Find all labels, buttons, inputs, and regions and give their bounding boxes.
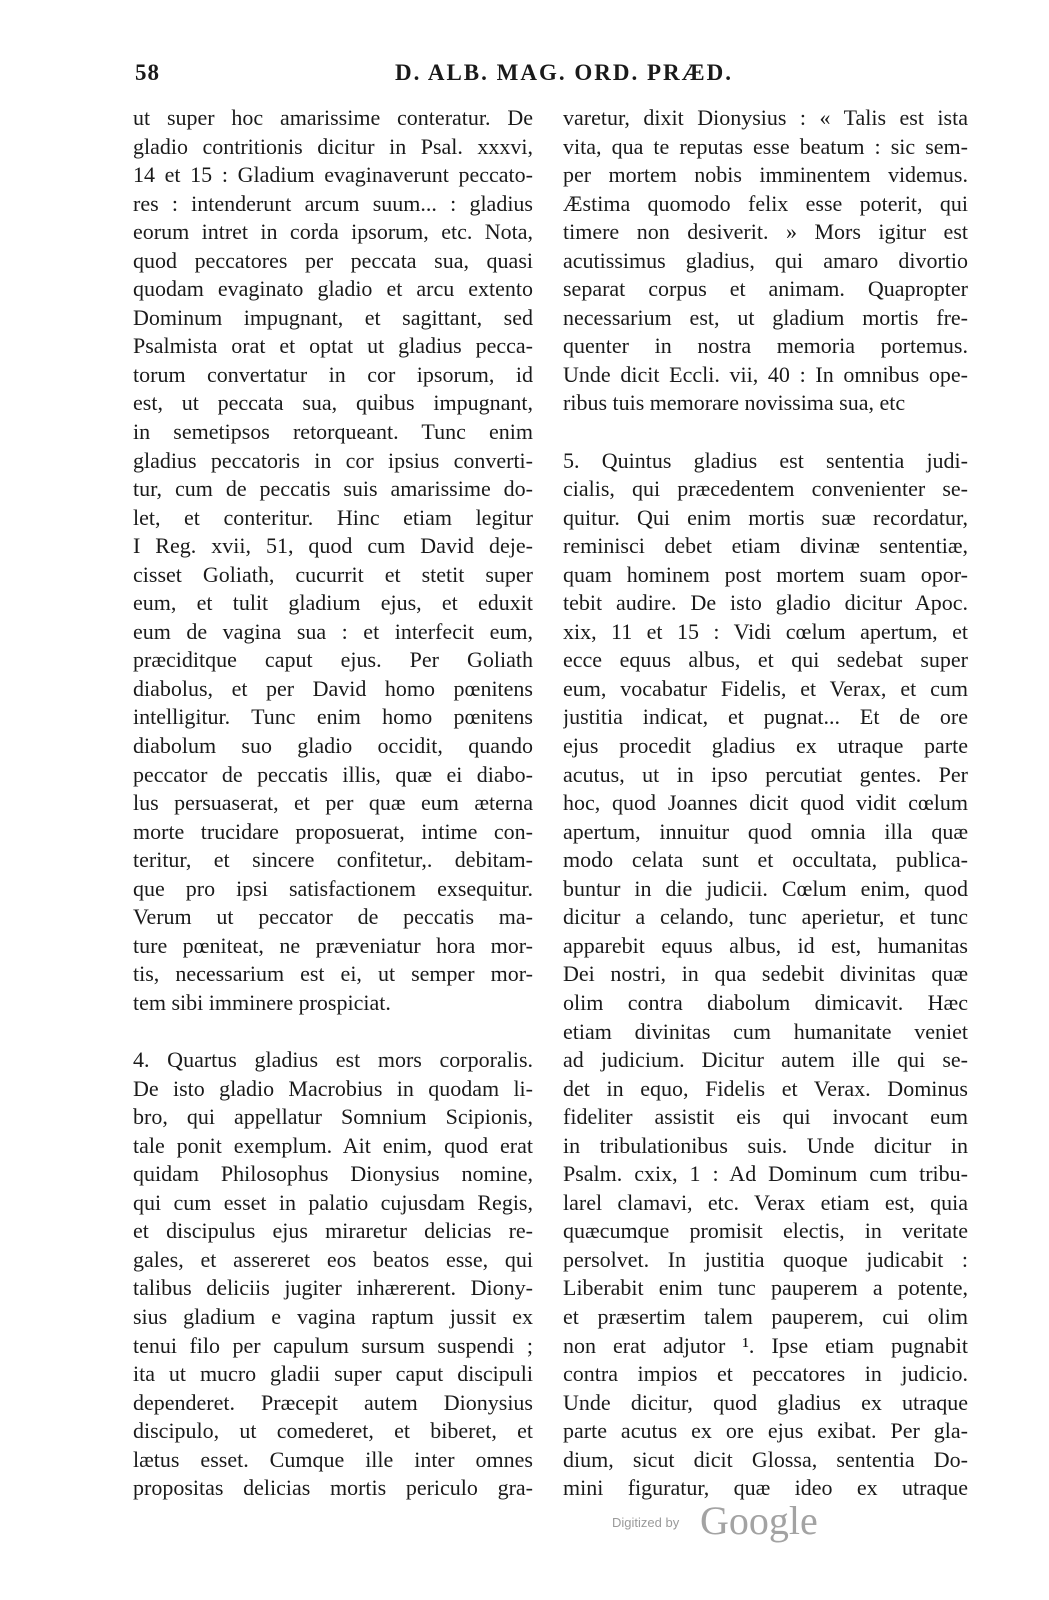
text-line: Liberabit enim tunc pauperem a potente, [563, 1275, 968, 1301]
text-line: contra impios et peccatores in judicio. [563, 1361, 968, 1387]
text-line: mini figuratur, quæ ideo ex utraque [563, 1475, 968, 1501]
text-line: timere non desiverit. » Mors igitur est [563, 219, 968, 245]
text-line: discipulo, ut comederet, et biberet, et [133, 1418, 533, 1444]
digitized-by-watermark [612, 1497, 842, 1547]
text-line: est, ut peccata sua, quibus impugnant, [133, 390, 533, 416]
text-line: teritur, et sincere confitetur,. debitam- [133, 847, 533, 873]
text-line: peccator de peccatis illis, quæ ei diabo- [133, 761, 533, 787]
text-line: intelligitur. Tunc enim homo pœnitens [133, 704, 533, 730]
text-line: per mortem nobis imminentem videmus. [563, 162, 968, 188]
text-line: gales, et assereret eos beatos esse, qui [133, 1246, 533, 1272]
google-logo: Google [700, 1498, 818, 1543]
text-line: torum convertatur in cor ipsorum, id [133, 361, 533, 387]
text-line: xix, 11 et 15 : Vidi cœlum apertum, et [563, 618, 968, 644]
text-line: cialis, qui præcedentem convenienter se- [563, 476, 968, 502]
text-line: let, et conteritur. Hinc etiam legitur [133, 504, 533, 530]
text-line: lætus esset. Cumque ille inter omnes [133, 1446, 533, 1472]
text-line: apertum, innuitur quod omnia illa quæ [563, 818, 968, 844]
text-line: diabolus, et per David homo pœnitens [133, 675, 533, 701]
text-line: ejus procedit gladius ex utraque parte [563, 733, 968, 759]
paragraph-gap [563, 418, 968, 447]
text-line: Unde dicitur, quod gladius ex utraque [563, 1389, 968, 1415]
text-line: acutissimus gladius, qui amaro divortio [563, 247, 968, 273]
text-line: in semetipsos retorqueant. Tunc enim [133, 419, 533, 445]
paragraph-gap [133, 1018, 533, 1047]
text-line: eum de vagina sua : et interfecit eum, [133, 618, 533, 644]
text-line: 4. Quartus gladius est mors corporalis. [133, 1047, 533, 1073]
text-line: hoc, quod Joannes dicit quod vidit cœlum [563, 790, 968, 816]
text-line: I Reg. xvii, 51, quod cum David deje- [133, 533, 533, 559]
text-line: etiam divinitas cum humanitate veniet [563, 1018, 968, 1044]
text-line: persolvet. In justitia quoque judicabit : [563, 1246, 968, 1272]
text-line: quam hominem post mortem suam opor- [563, 561, 968, 587]
text-line: quodam evaginato gladio et arcu extento [133, 276, 533, 302]
text-line: morte trucidare proposuerat, intime con- [133, 818, 533, 844]
left-column [133, 104, 533, 1503]
text-line: Verum ut peccator de peccatis ma- [133, 904, 533, 930]
text-line: eum, vocabatur Fidelis, et Verax, et cum [563, 675, 968, 701]
text-line: Æstima quomodo felix esse poterit, qui [563, 190, 968, 216]
text-line: acutus, ut in ipso percutiat gentes. Per [563, 761, 968, 787]
running-header [135, 60, 970, 96]
text-line: ad judicium. Dicitur autem ille qui se- [563, 1047, 968, 1073]
text-line: modo celata sunt et occultata, publica- [563, 847, 968, 873]
text-line: lus persuaserat, et per quæ eum æterna [133, 790, 533, 816]
text-line: parte acutus ex ore ejus exibat. Per gla- [563, 1418, 968, 1444]
text-line: quidam Philosophus Dionysius nomine, [133, 1161, 533, 1187]
text-line: gladio contritionis dicitur in Psal. xxxvi, [133, 133, 533, 159]
right-column [563, 104, 968, 1503]
text-line: buntur in die judicii. Cœlum enim, quod [563, 875, 968, 901]
text-line: eum, et tulit gladium ejus, et eduxit [133, 590, 533, 616]
text-line: apparebit equus albus, id est, humanitas [563, 932, 968, 958]
text-line: et discipulus ejus miraretur delicias re- [133, 1218, 533, 1244]
text-line: tenui filo per capulum sursum suspendi ; [133, 1332, 533, 1358]
text-line: tale ponit exemplum. Ait enim, quod erat [133, 1132, 533, 1158]
text-line: res : intenderunt arcum suum... : gladius [133, 190, 533, 216]
text-line: fideliter assistit eis qui invocant eum [563, 1104, 968, 1130]
text-line: Unde dicit Eccli. vii, 40 : In omnibus ope- [563, 361, 968, 387]
text-line: separat corpus et animam. Quapropter [563, 276, 968, 302]
running-title: D. ALB. MAG. ORD. PRÆD. [395, 60, 733, 85]
text-line: quæcumque promisit electis, in veritate [563, 1218, 968, 1244]
text-line: quenter in nostra memoria portemus. [563, 333, 968, 359]
text-line: cisset Goliath, cucurrit et stetit super [133, 561, 533, 587]
page-number: 58 [135, 60, 160, 85]
text-line: ecce equus albus, et qui sedebat super [563, 647, 968, 673]
text-line: diabolum suo gladio occidit, quando [133, 733, 533, 759]
text-line: dicitur a celando, tunc aperietur, et tunc [563, 904, 968, 930]
text-line: tis, necessarium est ei, ut semper mor- [133, 961, 533, 987]
text-line: Psalmista orat et optat ut gladius pecca- [133, 333, 533, 359]
text-line: 5. Quintus gladius est sententia judi- [563, 447, 968, 473]
text-line: quitur. Qui enim mortis suæ recordatur, [563, 504, 968, 530]
text-line: reminisci debet etiam divinæ sententiæ, [563, 533, 968, 559]
text-line: De isto gladio Macrobius in quodam li- [133, 1075, 533, 1101]
text-line: vita, qua te reputas esse beatum : sic sem- [563, 133, 968, 159]
text-line: ture pœniteat, ne præveniatur hora mor- [133, 932, 533, 958]
text-line: eorum intret in corda ipsorum, etc. Nota, [133, 219, 533, 245]
text-line: varetur, dixit Dionysius : « Talis est ista [563, 105, 968, 130]
text-line: ut super hoc amarissime conteratur. De [133, 105, 533, 130]
text-line: 14 et 15 : Gladium evaginaverunt peccato- [133, 162, 533, 188]
text-line: ribus tuis memorare novissima sua, etc [563, 390, 906, 416]
text-line: tem sibi imminere prospiciat. [133, 989, 391, 1015]
text-line: præciditque caput ejus. Per Goliath [133, 647, 533, 673]
text-line: tebit audire. De isto gladio dicitur Apoc. [563, 590, 968, 616]
text-line: Dei nostri, in qua sedebit divinitas quæ [563, 961, 968, 987]
text-line: propositas delicias mortis periculo gra- [133, 1475, 533, 1501]
text-line: dependeret. Præcepit autem Dionysius [133, 1389, 533, 1415]
text-line: larel clamavi, etc. Verax etiam est, quia [563, 1189, 968, 1215]
text-line: ita ut mucro gladii super caput discipuli [133, 1361, 533, 1387]
text-line: det in equo, Fidelis et Verax. Dominus [563, 1075, 968, 1101]
text-line: non erat adjutor ¹. Ipse etiam pugnabit [563, 1332, 968, 1358]
text-line: in tribulationibus suis. Unde dicitur in [563, 1132, 968, 1158]
text-line: quod peccatores per peccata sua, quasi [133, 247, 533, 273]
text-line: talibus deliciis jugiter inhærerent. Diony- [133, 1275, 533, 1301]
text-line: sius gladium e vagina raptum jussit ex [133, 1303, 533, 1329]
text-line: dium, sicut dicit Glossa, sententia Do- [563, 1446, 968, 1472]
text-line: qui cum esset in palatio cujusdam Regis, [133, 1189, 533, 1215]
text-line: Psalm. cxix, 1 : Ad Dominum cum tribu- [563, 1161, 968, 1187]
text-line: gladius peccatoris in cor ipsius converti- [133, 447, 533, 473]
text-line: et præsertim talem pauperem, cui olim [563, 1303, 968, 1329]
text-line: que pro ipsi satisfactionem exsequitur. [133, 875, 533, 901]
text-line: bro, qui appellatur Somnium Scipionis, [133, 1104, 533, 1130]
digitized-by-label: Digitized by [612, 1515, 680, 1530]
text-line: justitia indicat, et pugnat... Et de ore [563, 704, 968, 730]
text-line: tur, cum de peccatis suis amarissime do- [133, 476, 533, 502]
text-line: olim contra diabolum dimicavit. Hæc [563, 989, 968, 1015]
text-line: Dominum impugnant, et sagittant, sed [133, 304, 533, 330]
text-line: necessarium est, ut gladium mortis fre- [563, 304, 968, 330]
